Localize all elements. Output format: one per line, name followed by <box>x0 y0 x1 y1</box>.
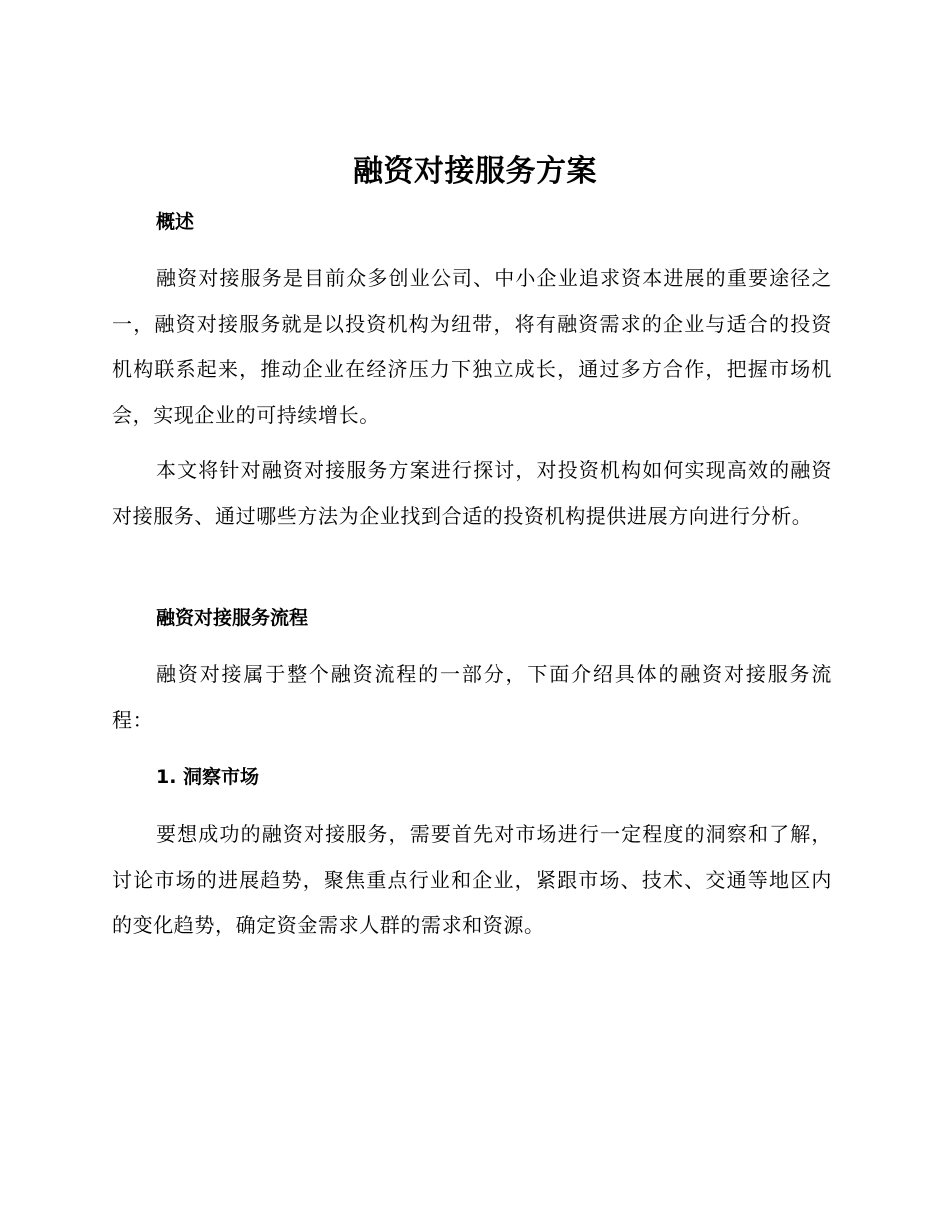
paragraph-overview-2: 本文将针对融资对接服务方案进行探讨，对投资机构如何实现高效的融资对接服务、通过哪些方法为企业找到合适的投资机构提供进展方向进行分析。 <box>112 458 832 528</box>
paragraph-market-insight-1: 要想成功的融资对接服务，需要首先对市场进行一定程度的洞察和了解，讨论市场的进展趋势，聚焦重点行业和企业，紧跟市场、技术、交通等地区内的变化趋势，确定资金需求人群的需求和资源。 <box>112 822 832 937</box>
section-heading-market-insight: 1. 洞察市场 <box>156 766 260 788</box>
paragraph-overview-1: 融资对接服务是目前众多创业公司、中小企业追求资本进展的重要途径之一，融资对接服务就是以投资机构为纽带，将有融资需求的企业与适合的投资机构联系起来，推动企业在经济压力下独立成长，通过多方合作，把握市场机会，实现企业的可持续增长。 <box>112 266 832 427</box>
section-heading-process: 融资对接服务流程 <box>156 607 309 629</box>
paragraph-process-1: 融资对接属于整个融资流程的一部分，下面介绍具体的融资对接服务流程： <box>112 662 832 732</box>
section-heading-overview: 概述 <box>156 211 195 233</box>
document-title: 融资对接服务方案 <box>353 154 597 189</box>
